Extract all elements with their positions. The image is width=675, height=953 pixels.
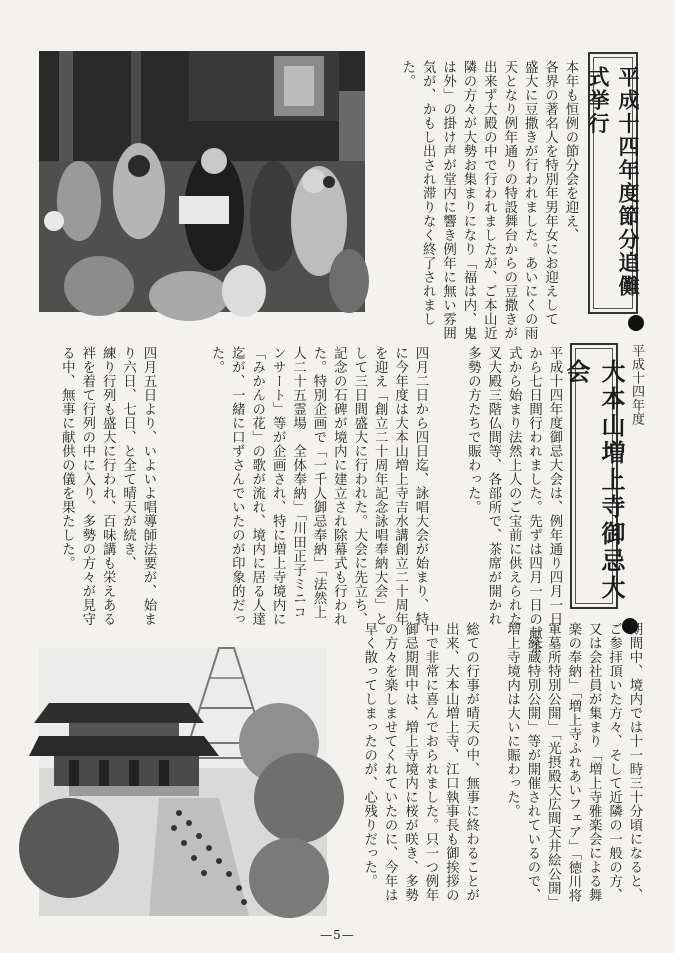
article2-body-left: 四月五日より、いよいよ唱導師法要が、始ま り六日、七日、と全て晴天が続き、 練り行列も盛大に行われ、百味講も栄えある 袢を着て行列の中に入り、多勢の方々が見守 る中、無事に献供の儀を果たした。 bbox=[59, 346, 156, 626]
article2-title-box bbox=[562, 343, 626, 609]
article2-body-upper: 平成十四年度御忌大会は、例年通り四月一日 から七日間行われました。先ずは四月一日の献茶 式から始まり法然上人のご宝前に供えられた 叉大殿三階仏間等、各部所で、茶席が開かれ 多勢の方たちで賑わった。 bbox=[465, 346, 562, 654]
temple-procession-photo bbox=[39, 648, 327, 916]
article1-title: 平成十四年度節分追儺式挙行 bbox=[586, 66, 641, 298]
page-number: —5— bbox=[320, 928, 355, 942]
setsubun-photo-image bbox=[39, 51, 365, 312]
article2-title: 大本山増上寺御忌大会 bbox=[562, 359, 626, 602]
article1-title-box bbox=[586, 52, 641, 314]
article2-body-lower: 期間中、境内では十一時三十分頃になると、 ご参拝頂いた方々、そして近隣の一般の方、 又は会社員が集まり「増上寺雅楽会による舞 楽の奉納」「増上寺ふれあいフェア」「徳川将 軍墓所特別公開」「光摂殿大広間天井絵公開」 「経蔵特別公開」等が開催されているので、 増上寺境内は大いに賑わった。 総ての行事が晴天の中、無事に終わることが 出来、大本山増上寺、江口執事長も御挨拶の 中で非常に喜んでおられました。只一つ例年 御忌期間中は、増上寺境内に桜が咲き、多勢 の方々を楽しませてくれていたのに、今年は 早く散ってしまったのが、心残りだった。 bbox=[361, 622, 642, 910]
setsubun-photo bbox=[39, 51, 365, 312]
temple-procession-photo-image bbox=[39, 648, 327, 916]
article1-bullet-icon bbox=[628, 315, 644, 331]
article2-body-middle: 四月二日から四日迄、詠唱大会が始まり、特 に今年度は大本山増上寺吉水講創立二十周年 を迎え「創立二十周年記念詠唱奉納大会」と して三日間盛大に行われた。大会に先立ち、 記念の石碑が境内に建立され除幕式も行われ た。特別企画で「一千人御忌奉納」「法然上 人二十五霊場 全体奉納」「川田正子ミニコ ンサート」等が企画され、特に増上寺境内に 「みかんの花」の歌が流れ、境内に居る人達 迄が、一緒に口ずさんでいたのが印象的だっ た。 bbox=[208, 346, 428, 626]
article2-kicker: 平成十四年度 bbox=[629, 344, 644, 426]
article1-body: 本年も恒例の節分会を迎え、 各界の著名人を特別年男年女にお迎えして 盛大に豆撒きが行われました。あいにくの雨 天となり例年通りの特設舞台からの豆撒きが 出来ず大殿の中で行われましたが、ご本山近 隣の方々が大勢お集まりになり「福は内、鬼 は外」の掛け声が堂内に響き例年に無い雰囲 気が、かもし出され滞りなく終了されまし た。 bbox=[399, 60, 578, 340]
